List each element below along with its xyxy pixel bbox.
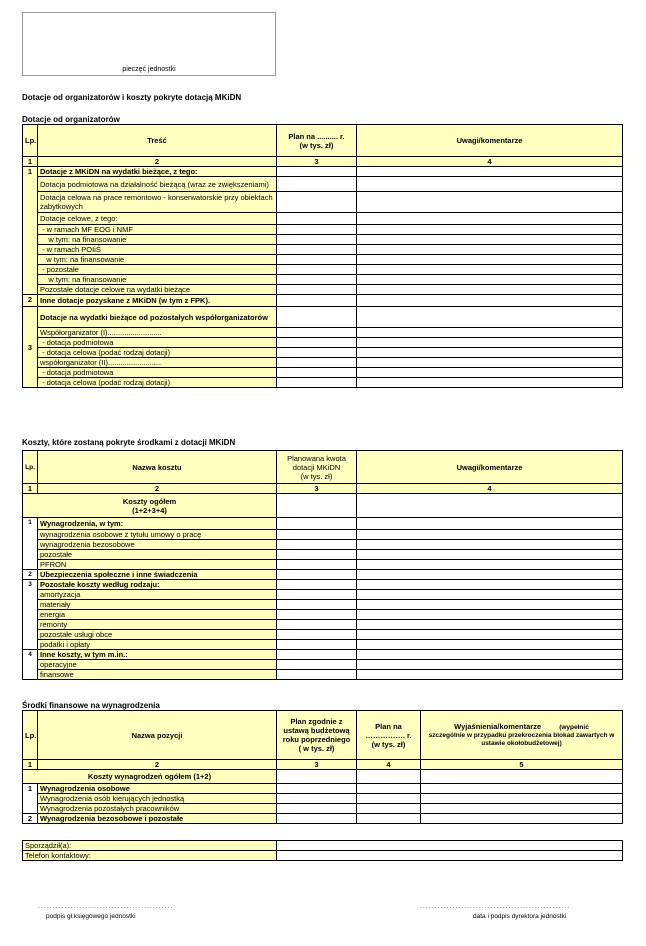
table-row [23,378,623,388]
total-plan-cell[interactable] [357,770,421,784]
comment-cell[interactable] [357,580,623,590]
comment-cell[interactable] [357,235,623,245]
amount-cell[interactable] [277,518,357,530]
amount-cell[interactable] [277,590,357,600]
plan-cell[interactable] [277,245,357,255]
table-contact [22,840,623,861]
comment-cell[interactable] [357,590,623,600]
row-lp: 1 [23,784,38,814]
colnum: 2 [38,157,277,167]
row-lp: 2 [23,814,38,824]
total-amount-cell[interactable] [277,494,357,518]
amount-cell[interactable] [277,560,357,570]
signature-label-right: data i podpis dyrektora jednostki [473,913,567,920]
row-text: Wynagrodzenia, w tym: [38,518,277,530]
amount-cell[interactable] [277,610,357,620]
comment-cell[interactable] [357,670,623,680]
comment-cell[interactable] [357,285,623,295]
colnum: 2 [38,760,277,770]
comment-cell[interactable] [357,610,623,620]
comment-cell[interactable] [357,328,623,338]
row-text: Ubezpieczenia społeczne i inne świadczenia [38,570,277,580]
table-row [23,580,623,590]
table-row [23,670,623,680]
table-row [23,225,623,235]
amount-cell[interactable] [277,650,357,660]
comment-cell[interactable] [357,550,623,560]
colnum: 4 [357,760,421,770]
plan-cell[interactable] [277,225,357,235]
amount-cell[interactable] [277,530,357,540]
comment-cell[interactable] [357,348,623,358]
header-plan-ustawa: Plan zgodnie z ustawą budżetową roku poprzedniego ( w tys. zł) [277,711,357,760]
row-text: - w ramach MF EOG i NMF [38,225,277,235]
row-text: Wynagrodzenia osób kierujących jednostką [38,794,277,804]
comment-cell[interactable] [421,784,623,794]
table-row [23,620,623,630]
row-text: w tym: na finansowanie [38,235,277,245]
table-row [23,177,623,192]
row-lp: 4 [23,650,38,680]
row-lp: 1 [23,518,38,570]
table-row [23,265,623,275]
amount-cell[interactable] [277,580,357,590]
plan-cell[interactable] [277,285,357,295]
table-row [23,540,623,550]
header-wyjasnienia: Wyjaśnienia/komentarze (wypełnić szczególnie w przypadku przekroczenia blokad zawartych w ustawie okołobudżetowej) [421,711,623,760]
row-text: finansowe [38,670,277,680]
plan-cell[interactable] [277,338,357,348]
table-row [23,285,623,295]
colnum: 3 [277,157,357,167]
plan-cell[interactable] [277,307,357,328]
header-lp: Lp. [23,125,38,157]
comment-cell[interactable] [357,630,623,640]
header-uwagi: Uwagi/komentarze [357,125,623,157]
table-row [23,804,623,814]
plan-cell[interactable] [277,235,357,245]
row-text: Dotacja podmiotowa na działalność bieżącą (wraz ze zwiększeniami) [38,177,277,192]
table-row [23,192,623,213]
phone-field[interactable] [277,851,623,861]
comment-cell[interactable] [357,620,623,630]
row-text: Inne dotacje pozyskane z MKiDN (w tym z FPK). [38,295,277,307]
row-text: w tym: na finansowanie [38,255,277,265]
row-text: - dotacja celowa (podać rodzaj dotacji) [38,348,277,358]
row-text: Pozostałe koszty według rodzaju: [38,580,277,590]
signature-line-right: ................................................... [420,903,571,910]
comment-cell[interactable] [357,295,623,307]
table-row [23,213,623,225]
total-wages: Koszty wynagrodzeń ogółem (1+2) [23,770,277,784]
table-dotacje [22,124,623,388]
plan-cell[interactable] [357,814,421,824]
colnum: 4 [357,157,623,167]
comment-cell[interactable] [421,814,623,824]
row-text: Inne koszty, w tym m.in.: [38,650,277,660]
section2-title: Koszty, które zostaną pokryte środkami z dotacji MKiDN [22,438,236,447]
prepared-by-field[interactable] [277,841,623,851]
table-row [23,358,623,368]
table-row [23,167,623,177]
plan-cell[interactable] [277,192,357,213]
plan-cell[interactable] [277,275,357,285]
plan-cell[interactable] [277,358,357,368]
comment-cell[interactable] [357,530,623,540]
row-lp: 1 [23,167,38,295]
row-lp: 2 [23,570,38,580]
comment-cell[interactable] [357,275,623,285]
table-row [23,348,623,358]
header-plan-na: Plan na ……………. r. (w tys. zł) [357,711,421,760]
table-row [23,814,623,824]
plan-cell[interactable] [357,784,421,794]
plan-cell[interactable] [277,265,357,275]
table-row [23,784,623,794]
plan-prev-cell[interactable] [277,794,357,804]
table-row [23,630,623,640]
table-row [23,338,623,348]
section3-title: Środki finansowe na wynagrodzenia [22,701,160,710]
comment-cell[interactable] [357,540,623,550]
comment-cell[interactable] [357,600,623,610]
colnum: 1 [23,484,38,494]
plan-cell[interactable] [277,368,357,378]
comment-cell[interactable] [357,192,623,213]
plan-cell[interactable] [277,378,357,388]
total-comment-cell[interactable] [357,494,623,518]
row-text: PFRON [38,560,277,570]
row-text: - dotacja podmiotowa [38,368,277,378]
row-lp: 3 [23,307,38,388]
row-text: energia [38,610,277,620]
colnum: 5 [421,760,623,770]
comment-cell[interactable] [357,560,623,570]
plan-prev-cell[interactable] [277,814,357,824]
page-title: Dotacje od organizatorów i koszty pokryte dotacją MKiDN [22,93,242,102]
colnum: 1 [23,760,38,770]
header-lp: Lp. [23,711,38,760]
comment-cell[interactable] [357,368,623,378]
amount-cell[interactable] [277,640,357,650]
plan-cell[interactable] [277,177,357,192]
row-text: Wynagrodzenia pozostałych pracowników [38,804,277,814]
section1-title: Dotacje od organizatorów [22,115,120,124]
row-text: amortyzacja [38,590,277,600]
total-costs: Koszty ogółem (1+2+3+4) [23,494,277,518]
row-text: Współorganizator (I).......................... [38,328,277,338]
row-text: Dotacje na wydatki bieżące od pozostałych współorganizatorów [38,307,277,328]
header-nazwa-pozycji: Nazwa pozycji [38,711,277,760]
colnum: 2 [38,484,277,494]
table-row [23,650,623,660]
amount-cell[interactable] [277,660,357,670]
header-planowana-kwota: Planowana kwota dotacji MKiDN (w tys. zł) [277,451,357,484]
table-row [23,660,623,670]
table-row [23,307,623,328]
comment-cell[interactable] [357,255,623,265]
row-text: współorganizator (II).......................... [38,358,277,368]
table-row [23,590,623,600]
table-row [23,245,623,255]
amount-cell[interactable] [277,550,357,560]
header-nazwa-kosztu: Nazwa kosztu [38,451,277,484]
amount-cell[interactable] [277,600,357,610]
table-row [23,560,623,570]
comment-cell[interactable] [357,265,623,275]
header-lp: Lp. [23,451,38,484]
table-row [23,600,623,610]
table-row [23,328,623,338]
comment-cell[interactable] [421,804,623,814]
row-text: Wynagrodzenia osobowe [38,784,277,794]
header-plan: Plan na .......... r. (w tys. zł) [277,125,357,157]
amount-cell[interactable] [277,670,357,680]
amount-cell[interactable] [277,570,357,580]
row-text: - dotacja podmiotowa [38,338,277,348]
colnum: 3 [277,760,357,770]
amount-cell[interactable] [277,630,357,640]
total-plan-prev-cell[interactable] [277,770,357,784]
comment-cell[interactable] [357,660,623,670]
plan-cell[interactable] [357,794,421,804]
table-row [23,794,623,804]
comment-cell[interactable] [357,570,623,580]
header-tresc: Treść [38,125,277,157]
comment-cell[interactable] [357,650,623,660]
table-row [23,610,623,620]
colnum: 1 [23,157,38,167]
row-text: materiały [38,600,277,610]
comment-cell[interactable] [357,378,623,388]
plan-cell[interactable] [277,255,357,265]
phone-label: Telefon kontaktowy: [23,851,277,861]
row-text: Dotacja celowa na prace remontowo - konserwatorskie przy obiektach zabytkowych [38,192,277,213]
comment-cell[interactable] [357,167,623,177]
table-row [23,530,623,540]
table-koszty [22,450,623,680]
row-text: w tym: na finansowanie [38,275,277,285]
row-text: pozostałe [38,550,277,560]
plan-cell[interactable] [277,348,357,358]
row-text: pozostałe usługi obce [38,630,277,640]
signature-label-left: podpis gł.księgowego jednostki [46,913,136,920]
table-row [23,518,623,530]
row-text: wynagrodzenia bezosobowe [38,540,277,550]
row-text: - pozostałe [38,265,277,275]
table-row [23,640,623,650]
row-text: podatki i opłaty [38,640,277,650]
stamp-box [22,12,276,76]
colnum: 3 [277,484,357,494]
row-text: wynagrodzenia osobowe z tytułu umowy o pracę [38,530,277,540]
comment-cell[interactable] [357,225,623,235]
table-wynagrodzenia [22,710,623,824]
table-row [23,550,623,560]
amount-cell[interactable] [277,540,357,550]
table-row [23,275,623,285]
row-text: Dotacje celowe, z tego: [38,213,277,225]
table-row [23,255,623,265]
plan-cell[interactable] [277,328,357,338]
row-text: operacyjne [38,660,277,670]
total-comment-cell[interactable] [421,770,623,784]
row-text: Wynagrodzenia bezosobowe i pozostałe [38,814,277,824]
comment-cell[interactable] [357,177,623,192]
plan-cell[interactable] [277,167,357,177]
signature-line-left: .............................................. [38,903,174,910]
comment-cell[interactable] [357,640,623,650]
comment-cell[interactable] [357,213,623,225]
table-row [23,295,623,307]
row-text: remonty [38,620,277,630]
plan-cell[interactable] [277,295,357,307]
row-text: Pozostałe dotacje celowe na wydatki bieżące [38,285,277,295]
header-uwagi: Uwagi/komentarze [357,451,623,484]
comment-cell[interactable] [357,358,623,368]
comment-cell[interactable] [357,518,623,530]
row-text: - w ramach POIiŚ [38,245,277,255]
amount-cell[interactable] [277,620,357,630]
table-row [23,235,623,245]
prepared-by-label: Sporządził(a): [23,841,277,851]
table-row [23,368,623,378]
row-lp: 3 [23,580,38,650]
plan-cell[interactable] [277,213,357,225]
comment-cell[interactable] [357,307,623,328]
row-text: Dotacje z MKiDN na wydatki bieżące, z tego: [38,167,277,177]
stamp-label: pieczęć jednostki [122,66,176,73]
row-text: - dotacja celowa (podać rodzaj dotacji) [38,378,277,388]
colnum: 4 [357,484,623,494]
row-lp: 2 [23,295,38,307]
plan-prev-cell[interactable] [277,804,357,814]
comment-cell[interactable] [357,338,623,348]
comment-cell[interactable] [357,245,623,255]
table-row [23,570,623,580]
plan-cell[interactable] [357,804,421,814]
plan-prev-cell[interactable] [277,784,357,794]
comment-cell[interactable] [421,794,623,804]
